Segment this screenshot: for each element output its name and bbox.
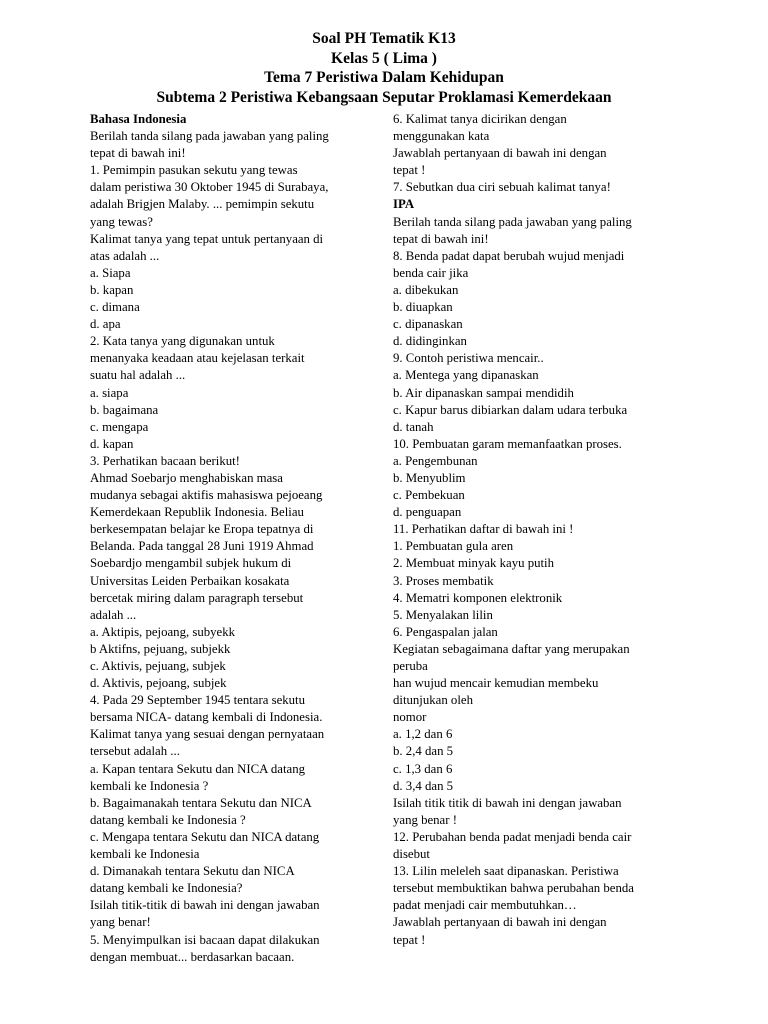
text-line: 9. Contoh peristiwa mencair.. bbox=[393, 351, 544, 366]
section-heading: IPA bbox=[393, 197, 415, 212]
text-line: c. Pembekuan bbox=[393, 488, 465, 503]
class-label: Kelas 5 ( Lima ) bbox=[331, 49, 437, 67]
text-line: c. 1,3 dan 6 bbox=[393, 761, 453, 776]
text-line: dengan membuat... berdasarkan bacaan. bbox=[90, 949, 295, 964]
text-line: b. kapan bbox=[90, 282, 134, 297]
text-line: Isilah titik-titik di bawah ini dengan jawaban bbox=[90, 898, 320, 913]
text-line: disebut bbox=[393, 847, 430, 862]
text-line: c. Mengapa tentara Sekutu dan NICA datang bbox=[90, 829, 320, 844]
theme-label: Tema 7 Peristiwa Dalam Kehidupan bbox=[264, 69, 504, 86]
text-line: Kalimat tanya yang sesuai dengan pernyataan bbox=[90, 727, 325, 742]
text-line: adalah Brigjen Malaby. ... pemimpin sekutu bbox=[90, 197, 315, 212]
text-line: mudanya sebagai aktifis mahasiswa pejoeang bbox=[90, 488, 323, 503]
text-line: 2. Kata tanya yang digunakan untuk bbox=[90, 334, 275, 349]
right-column bbox=[393, 111, 693, 949]
text-line: c. dimana bbox=[90, 300, 140, 315]
text-line: 3. Perhatikan bacaan berikut! bbox=[90, 453, 240, 468]
text-line: atas adalah ... bbox=[90, 248, 160, 263]
text-line: dalam peristiwa 30 Oktober 1945 di Surabaya, bbox=[90, 180, 329, 195]
text-line: Ahmad Soebarjo menghabiskan masa bbox=[90, 470, 283, 485]
text-line: d. penguapan bbox=[393, 505, 462, 520]
text-line: 7. Sebutkan dua ciri sebuah kalimat tanya! bbox=[393, 180, 611, 195]
text-line: adalah ... bbox=[90, 607, 137, 622]
worksheet-header bbox=[0, 29, 768, 107]
text-line: Belanda. Pada tanggal 28 Juni 1919 Ahmad bbox=[90, 539, 314, 554]
text-line: menanyaka keadaan atau kejelasan terkait bbox=[90, 351, 305, 366]
text-line: han wujud mencair kemudian membeku bbox=[393, 676, 599, 691]
text-line: 6. Pengaspalan jalan bbox=[393, 624, 498, 639]
text-line: b. bagaimana bbox=[90, 402, 159, 417]
text-line: suatu hal adalah ... bbox=[90, 368, 186, 383]
text-line: 5. Menyalakan lilin bbox=[393, 607, 493, 622]
text-line: Kalimat tanya yang tepat untuk pertanyaan di bbox=[90, 231, 324, 246]
text-line: tepat di bawah ini! bbox=[393, 231, 489, 246]
text-line: yang benar! bbox=[90, 915, 151, 930]
text-line: a. dibekukan bbox=[393, 282, 459, 297]
text-line: benda cair jika bbox=[393, 265, 469, 280]
text-line: a. Aktipis, pejoang, subyekk bbox=[90, 624, 236, 639]
text-line: menggunakan kata bbox=[393, 129, 490, 144]
text-line: ditunjukan oleh bbox=[393, 693, 473, 708]
text-line: 4. Pada 29 September 1945 tentara sekutu bbox=[90, 693, 306, 708]
text-line: kembali ke Indonesia bbox=[90, 847, 200, 862]
text-line: Berilah tanda silang pada jawaban yang paling bbox=[90, 129, 329, 144]
text-line: 13. Lilin meleleh saat dipanaskan. Peristiwa bbox=[393, 864, 619, 879]
text-line: 12. Perubahan benda padat menjadi benda cair bbox=[393, 829, 632, 844]
text-line: a. 1,2 dan 6 bbox=[393, 727, 453, 742]
text-line: bercetak miring dalam paragraph tersebut bbox=[90, 590, 304, 605]
text-line: 1. Pembuatan gula aren bbox=[393, 539, 514, 554]
text-line: d. apa bbox=[90, 317, 121, 332]
text-line: c. Kapur barus dibiarkan dalam udara terbuka bbox=[393, 402, 628, 417]
text-line: tepat ! bbox=[393, 932, 426, 947]
text-line: a. Kapan tentara Sekutu dan NICA datang bbox=[90, 761, 305, 776]
text-line: a. Mentega yang dipanaskan bbox=[393, 368, 539, 383]
text-line: Berilah tanda silang pada jawaban yang paling bbox=[393, 214, 632, 229]
text-line: bersama NICA- datang kembali di Indonesia. bbox=[90, 710, 323, 725]
subtheme-label: Subtema 2 Peristiwa Kebangsaan Seputar Proklamasi Kemerdekaan bbox=[156, 88, 612, 106]
text-line: Isilah titik titik di bawah ini dengan jawaban bbox=[393, 795, 622, 810]
text-line: 1. Pemimpin pasukan sekutu yang tewas bbox=[90, 163, 298, 178]
text-line: a. Siapa bbox=[90, 265, 131, 280]
text-line: tersebut adalah ... bbox=[90, 744, 180, 759]
text-line: 10. Pembuatan garam memanfaatkan proses. bbox=[393, 436, 622, 451]
text-line: berkesempatan belajar ke Eropa tepatnya di bbox=[90, 522, 314, 537]
text-line: yang benar ! bbox=[393, 812, 457, 827]
text-line: b Aktifns, pejuang, subjekk bbox=[90, 641, 231, 656]
text-line: tepat ! bbox=[393, 163, 426, 178]
text-line: b. Air dipanaskan sampai mendidih bbox=[393, 385, 574, 400]
text-line: tersebut membuktikan bahwa perubahan benda bbox=[393, 881, 634, 896]
text-line: Jawablah pertanyaan di bawah ini dengan bbox=[393, 915, 607, 930]
text-line: datang kembali ke Indonesia? bbox=[90, 881, 243, 896]
text-line: d. kapan bbox=[90, 436, 134, 451]
text-line: c. mengapa bbox=[90, 419, 149, 434]
text-line: Jawablah pertanyaan di bawah ini dengan bbox=[393, 146, 607, 161]
text-line: b. Bagaimanakah tentara Sekutu dan NICA bbox=[90, 795, 312, 810]
text-line: d. didinginkan bbox=[393, 334, 467, 349]
text-line: nomor bbox=[393, 710, 427, 725]
text-line: d. 3,4 dan 5 bbox=[393, 778, 454, 793]
text-line: c. Aktivis, pejuang, subjek bbox=[90, 659, 226, 673]
text-line: datang kembali ke Indonesia ? bbox=[90, 812, 246, 827]
section-heading: Bahasa Indonesia bbox=[90, 112, 187, 126]
text-line: 8. Benda padat dapat berubah wujud menjadi bbox=[393, 248, 625, 263]
worksheet-title: Soal PH Tematik K13 bbox=[312, 30, 456, 47]
text-line: tepat di bawah ini! bbox=[90, 146, 186, 161]
text-line: Universitas Leiden Perbaikan kosakata bbox=[90, 573, 290, 588]
text-line: c. dipanaskan bbox=[393, 317, 463, 332]
text-line: padat menjadi cair membutuhkan… bbox=[393, 898, 577, 913]
text-line: a. Pengembunan bbox=[393, 453, 478, 468]
text-line: a. siapa bbox=[90, 385, 129, 400]
text-line: Kemerdekaan Republik Indonesia. Beliau bbox=[90, 505, 304, 520]
text-line: 6. Kalimat tanya dicirikan dengan bbox=[393, 112, 567, 126]
text-line: kembali ke Indonesia ? bbox=[90, 778, 209, 793]
text-line: d. Aktivis, pejoang, subjek bbox=[90, 676, 227, 691]
text-line: d. tanah bbox=[393, 419, 434, 434]
text-line: 5. Menyimpulkan isi bacaan dapat dilakukan bbox=[90, 932, 320, 947]
text-line: yang tewas? bbox=[90, 214, 153, 229]
left-column bbox=[90, 111, 380, 966]
text-line: d. Dimanakah tentara Sekutu dan NICA bbox=[90, 864, 295, 879]
text-line: b. 2,4 dan 5 bbox=[393, 744, 454, 759]
text-line: peruba bbox=[393, 659, 428, 673]
text-line: 4. Mematri komponen elektronik bbox=[393, 590, 563, 605]
text-line: Soebardjo mengambil subjek hukum di bbox=[90, 556, 292, 571]
text-line: b. diuapkan bbox=[393, 300, 453, 315]
text-line: 3. Proses membatik bbox=[393, 573, 494, 588]
text-line: Kegiatan sebagaimana daftar yang merupakan bbox=[393, 641, 630, 656]
text-line: 2. Membuat minyak kayu putih bbox=[393, 556, 555, 571]
text-line: 11. Perhatikan daftar di bawah ini ! bbox=[393, 522, 574, 537]
text-line: b. Menyublim bbox=[393, 470, 466, 485]
